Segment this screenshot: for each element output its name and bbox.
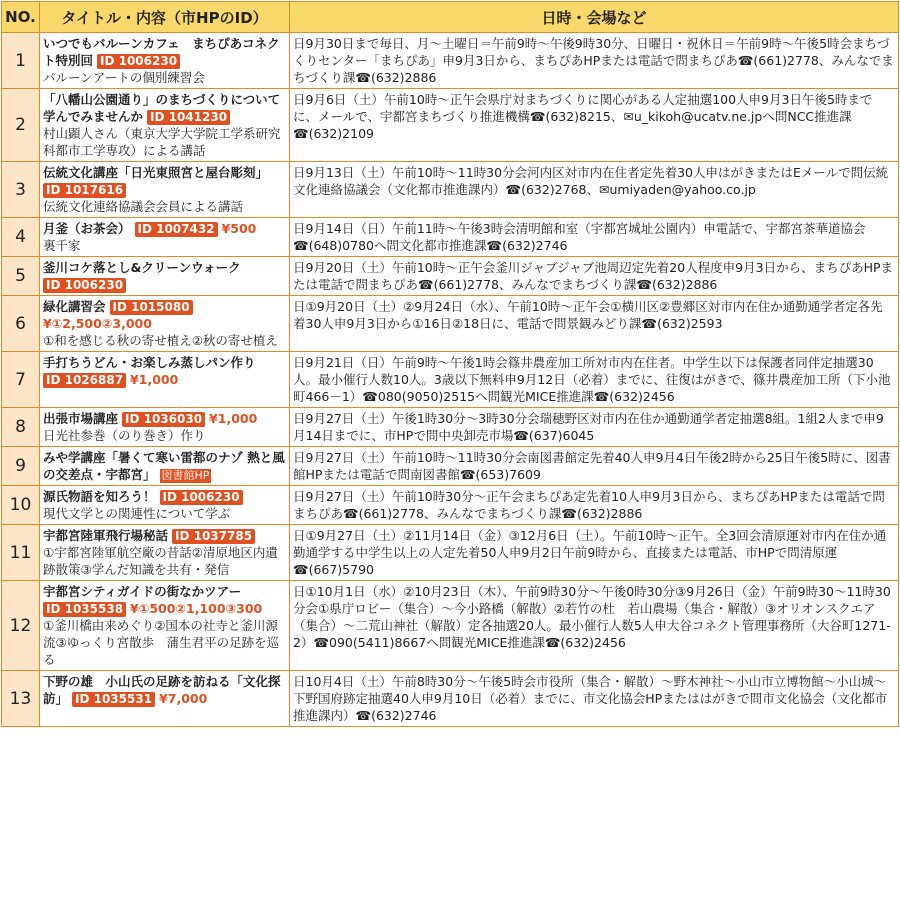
title-cell [40, 352, 290, 408]
event-title: 手打ちうどん・お楽しみ蒸しパン作り [43, 355, 256, 370]
title-cell [40, 162, 290, 218]
event-title: 宇都宮シティガイドの街なかツアー [43, 584, 242, 599]
title-cell [40, 486, 290, 525]
table-row [2, 296, 899, 352]
event-title: 「八幡山公園通り」のまちづくりについて学んでみませんか [43, 92, 281, 124]
table-row [2, 352, 899, 408]
event-title: 伝統文化講座「日光東照宮と屋台彫刻」 [43, 165, 269, 180]
city-id-badge: ID 1026887 [43, 373, 126, 388]
row-number: 9 [2, 447, 40, 486]
fee: ¥①2,500②3,000 [43, 316, 152, 331]
table-row [2, 447, 899, 486]
event-description: 現代文学との関連性について学ぶ [43, 506, 231, 521]
details-cell: 日9月20日（土）午前10時～正午会釜川ジャブジャブ池周辺定先着20人程度申9月3日から、まちぴあHPまたは電話で問まちぴあ☎(661)2778、みんなでまちづくり課☎(632)2886 [290, 257, 899, 296]
table-row [2, 486, 899, 525]
title-cell [40, 525, 290, 581]
table-header [2, 2, 899, 33]
fee: ¥500 [221, 221, 257, 236]
event-title: 下野の雄 小山氏の足跡を訪ねる「文化探訪」 [43, 674, 281, 706]
event-table [1, 1, 899, 727]
title-cell [40, 33, 290, 89]
event-title: 釜川コケ落とし&クリーンウォーク [43, 260, 241, 275]
details-cell: 日10月4日（土）午前8時30分～午後5時会市役所（集合・解散）～野木神社～小山市立博物館～小山城～下野国府跡定抽選40人申9月10日（必着）までに、市文化協会HPまたははがきで問市文化協会（文化都市推進課内）☎(632)2746 [290, 671, 899, 727]
table-body [2, 33, 899, 727]
event-description: 村山顕人さん（東京大学大学院工学系研究科都市工学専攻）による講話 [43, 126, 281, 158]
city-id-badge: ID 1035531 [72, 692, 155, 707]
header-no: NO. [2, 2, 40, 33]
title-cell [40, 257, 290, 296]
city-id-badge: ID 1007432 [135, 222, 218, 237]
row-number: 13 [2, 671, 40, 727]
row-number: 5 [2, 257, 40, 296]
city-id-badge: ID 1041230 [147, 110, 230, 125]
fee: ¥7,000 [159, 691, 208, 706]
details-cell: 日①10月1日（水）②10月23日（木）、午前9時30分～午後0時30分③9月26日（金）午前9時30～11時30分会①県庁ロビー（集合）～今小路橋（解散）②若竹の杜 若山農場（集合・解散）③オリオンスクエア（集合）～二荒山神社（解散）定各抽選20人。最小催行人数5人申大谷コネクト管理事務所（大谷町1271-2）☎090(5411)8667へ問観光MICE推進課☎(632)2456 [290, 581, 899, 671]
library-hp-badge: 図書館HP [161, 469, 210, 482]
table-row [2, 408, 899, 447]
city-id-badge: ID 1036030 [122, 412, 205, 427]
details-cell: 日9月21日（日）午前9時～午後1時会篠井農産加工所対市内在住者。中学生以下は保護者同伴定抽選30人。最小催行人数10人。3歳以下無料申9月12日（必着）までに、往復はがきで、篠井農産加工所（下小池町466－1）☎080(9050)2515へ問観光MICE推進課☎(632)2456 [290, 352, 899, 408]
details-cell: 日9月14日（日）午前11時～午後3時会清明館和室（宇都宮城址公園内）申電話で、宇都宮茶華道協会☎(648)0780へ問文化都市推進課☎(632)2746 [290, 218, 899, 257]
event-title: いつでもバルーンカフェ まちぴあコネクト特別回 [43, 36, 280, 68]
row-number: 6 [2, 296, 40, 352]
fee: ¥1,000 [130, 372, 179, 387]
event-description: 裏千家 [43, 238, 81, 253]
title-cell [40, 218, 290, 257]
event-description: バルーンアートの個別練習会 [43, 70, 205, 85]
row-number: 11 [2, 525, 40, 581]
details-cell: 日9月6日（土）午前10時～正午会県庁対まちづくりに関心がある人定抽選100人申9月3日午後5時までに、メールで、宇都宮まちづくり推進機構☎(632)8215、✉u_kikoh@ucatv.ne.jpへ問NCC推進課☎(632)2109 [290, 89, 899, 162]
details-cell: 日9月27日（土）午前10時～11時30分会南図書館定先着40人申9月4日午後2時から25日午後5時に、図書館HPまたは電話で問南図書館☎(653)7609 [290, 447, 899, 486]
event-title: 宇都宮陸軍飛行場秘話 [43, 528, 169, 543]
fee: ¥①500②1,100③300 [130, 601, 263, 616]
table-row [2, 33, 899, 89]
table-row [2, 162, 899, 218]
table-row [2, 581, 899, 671]
event-description: ①和を感じる秋の寄せ植え②秋の寄せ植え [43, 333, 278, 348]
details-cell: 日9月30日まで毎日、月～土曜日＝午前9時～午後9時30分、日曜日・祝休日＝午前9時～午後5時会まちづくりセンター「まちぴあ」申9月3日から、まちぴあHPまたは電話で問まちぴあ☎(661)2778、みんなでまちづくり課☎(632)2886 [290, 33, 899, 89]
city-id-badge: ID 1017616 [43, 183, 126, 198]
table-row [2, 257, 899, 296]
title-cell [40, 89, 290, 162]
title-cell [40, 296, 290, 352]
event-description: ①釜川橋由来めぐり②国本の社寺と釜川源流③ゆっくり宮散歩 蒲生君平の足跡を巡る [43, 618, 280, 667]
details-cell: 日9月27日（土）午後1時30分～3時30分会瑞穂野区対市内在住か通勤通学者定抽選8組。1組2人まで申9月14日までに、市HPで問中央卸売市場☎(637)6045 [290, 408, 899, 447]
event-description: 伝統文化連絡協議会会員による講話 [43, 199, 244, 214]
event-description: ①宇都宮陸軍航空廠の昔話②清原地区内遺跡散策③学んだ知識を共有・発信 [43, 545, 278, 577]
details-cell: 日①9月27日（土）②11月14日（金）③12月6日（土）。午前10時～正午。全3回会清原運対市内在住か通勤通学する中学生以上の人定先着50人申9月2日午前9時から、直接または電話、市HPで問清原運☎(667)5790 [290, 525, 899, 581]
row-number: 10 [2, 486, 40, 525]
row-number: 2 [2, 89, 40, 162]
table-row [2, 671, 899, 727]
row-number: 7 [2, 352, 40, 408]
header-title: タイトル・内容（市HPのID） [40, 2, 290, 33]
title-cell [40, 671, 290, 727]
city-id-badge: ID 1006230 [160, 490, 243, 505]
event-description: 日光社参巻（のり巻き）作り [43, 428, 206, 443]
details-cell: 日9月27日（土）午前10時30分～正午会まちぴあ定先着10人申9月3日から、まちぴあHPまたは電話で問まちぴあ☎(661)2778、みんなでまちづくり課☎(632)2886 [290, 486, 899, 525]
title-cell [40, 408, 290, 447]
row-number: 3 [2, 162, 40, 218]
table-row [2, 89, 899, 162]
details-cell: 日9月13日（土）午前10時～11時30分会河内区対市内在住者定先着30人申はがきまたはEメールで問伝統文化連絡協議会（文化都市推進課内）☎(632)2768、✉umiyaden@yahoo.co.jp [290, 162, 899, 218]
city-id-badge: ID 1037785 [172, 529, 255, 544]
fee: ¥1,000 [209, 411, 258, 426]
row-number: 1 [2, 33, 40, 89]
event-title: 出張市場講座 [43, 411, 119, 426]
table-row [2, 525, 899, 581]
city-id-badge: ID 1015080 [110, 300, 193, 315]
table-row [2, 218, 899, 257]
event-title: 緑化講習会 [43, 299, 106, 314]
city-id-badge: ID 1035538 [43, 602, 126, 617]
row-number: 12 [2, 581, 40, 671]
details-cell: 日①9月20日（土）②9月24日（水）、午前10時～正午会①横川区②豊郷区対市内在住か通勤通学者定各先着30人申9月3日から①16日②18日に、電話で問景観みどり課☎(632)2593 [290, 296, 899, 352]
row-number: 4 [2, 218, 40, 257]
event-title: 源氏物語を知ろう！ [43, 489, 156, 504]
header-details: 日時・会場など [290, 2, 899, 33]
event-title: みや学講座「暑くて寒い雷都のナゾ 熱と風の交差点・宇都宮」 [43, 450, 285, 482]
title-cell [40, 447, 290, 486]
event-title: 月釜（お茶会） [43, 221, 131, 236]
city-id-badge: ID 1006230 [97, 54, 180, 69]
city-id-badge: ID 1006230 [43, 278, 126, 293]
row-number: 8 [2, 408, 40, 447]
title-cell [40, 581, 290, 671]
